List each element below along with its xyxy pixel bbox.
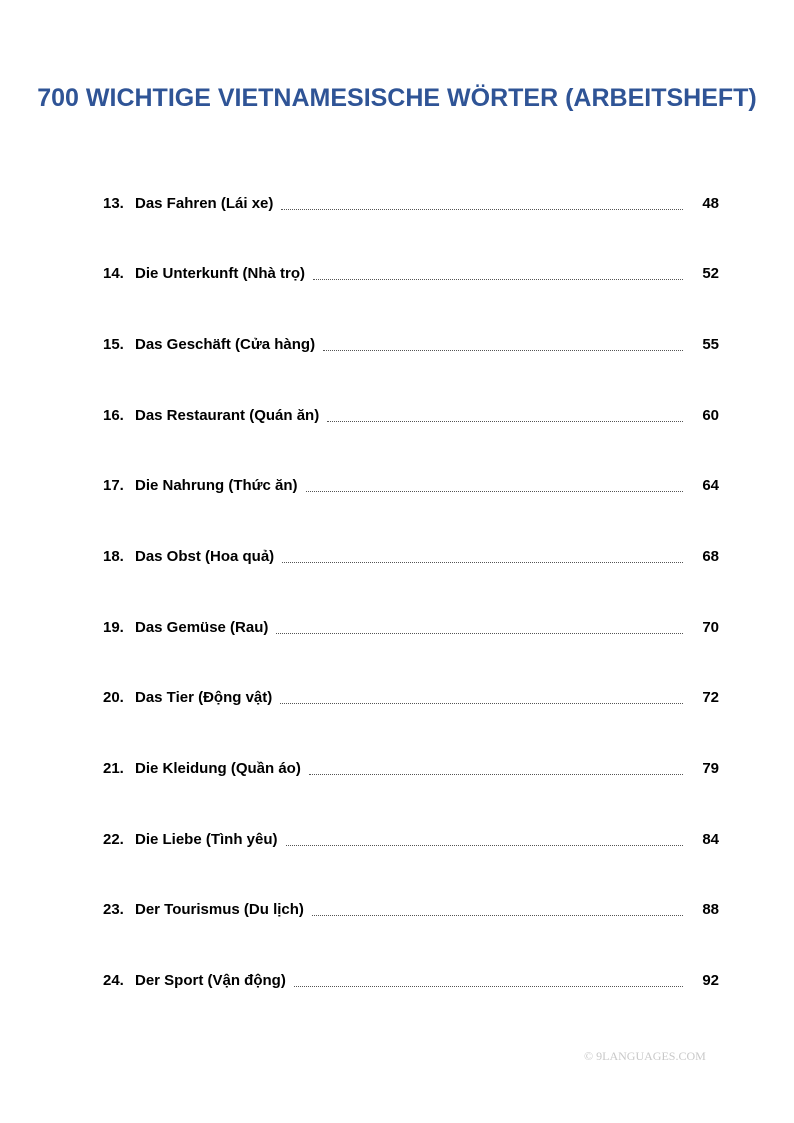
toc-dot-leader — [309, 774, 683, 775]
toc-dot-leader — [323, 350, 683, 351]
toc-entry-label: Das Restaurant (Quán ăn) — [135, 407, 320, 424]
toc-entry-label: Die Nahrung (Thức ăn) — [135, 477, 298, 494]
toc-entry-number: 19. — [103, 619, 124, 636]
toc-entry[interactable] — [103, 831, 719, 853]
toc-entry-page: 64 — [702, 477, 719, 494]
toc-dot-leader — [281, 209, 683, 210]
toc-entry-label: Das Fahren (Lái xe) — [135, 195, 274, 212]
toc-entry-page: 84 — [702, 831, 719, 848]
toc-dot-leader — [306, 491, 683, 492]
toc-entry[interactable] — [103, 972, 719, 994]
toc-dot-leader — [327, 421, 683, 422]
toc-entry-number: 20. — [103, 689, 124, 706]
toc-entry-page: 88 — [702, 901, 719, 918]
toc-entry-number: 17. — [103, 477, 124, 494]
toc-entry[interactable] — [103, 548, 719, 570]
toc-entry[interactable] — [103, 901, 719, 923]
toc-entry-number: 23. — [103, 901, 124, 918]
toc-dot-leader — [280, 703, 683, 704]
page-title: 700 WICHTIGE VIETNAMESISCHE WÖRTER (ARBEITSHEFT) — [37, 84, 757, 112]
toc-dot-leader — [313, 279, 683, 280]
toc-entry-number: 21. — [103, 760, 124, 777]
toc-entry[interactable] — [103, 689, 719, 711]
toc-entry-number: 15. — [103, 336, 124, 353]
toc-entry-label: Das Geschäft (Cửa hàng) — [135, 336, 316, 353]
toc-entry-page: 92 — [702, 972, 719, 989]
toc-entry-page: 79 — [702, 760, 719, 777]
toc-entry-number: 24. — [103, 972, 124, 989]
toc-entry[interactable] — [103, 265, 719, 287]
toc-entry-page: 48 — [702, 195, 719, 212]
toc-entry-page: 70 — [702, 619, 719, 636]
toc-entry-number: 16. — [103, 407, 124, 424]
toc-entry[interactable] — [103, 760, 719, 782]
toc-entry[interactable] — [103, 477, 719, 499]
toc-entry-label: Die Unterkunft (Nhà trọ) — [135, 265, 305, 282]
toc-entry-page: 52 — [702, 265, 719, 282]
toc-entry[interactable] — [103, 619, 719, 641]
toc-dot-leader — [294, 986, 683, 987]
toc-entry-label: Das Gemüse (Rau) — [135, 619, 269, 636]
toc-entry-label: Die Kleidung (Quần áo) — [135, 760, 301, 777]
toc-entry[interactable] — [103, 195, 719, 217]
toc-entry-label: Der Tourismus (Du lịch) — [135, 901, 304, 918]
toc-dot-leader — [282, 562, 683, 563]
toc-dot-leader — [286, 845, 683, 846]
toc-entry-label: Die Liebe (Tình yêu) — [135, 831, 278, 848]
toc-entry-page: 60 — [702, 407, 719, 424]
toc-entry[interactable] — [103, 407, 719, 429]
toc-entry-page: 55 — [702, 336, 719, 353]
toc-dot-leader — [276, 633, 683, 634]
toc-entry-label: Das Tier (Động vật) — [135, 689, 273, 706]
toc-entry-number: 18. — [103, 548, 124, 565]
toc-entry-label: Das Obst (Hoa quả) — [135, 548, 275, 565]
toc-entry-page: 72 — [702, 689, 719, 706]
toc-entry-page: 68 — [702, 548, 719, 565]
toc-entry[interactable] — [103, 336, 719, 358]
toc-entry-label: Der Sport (Vận động) — [135, 972, 286, 989]
copyright-notice: © 9LANGUAGES.COM — [584, 1049, 706, 1063]
toc-entry-number: 14. — [103, 265, 124, 282]
toc-entry-number: 13. — [103, 195, 124, 212]
toc-entry-number: 22. — [103, 831, 124, 848]
toc-dot-leader — [312, 915, 683, 916]
